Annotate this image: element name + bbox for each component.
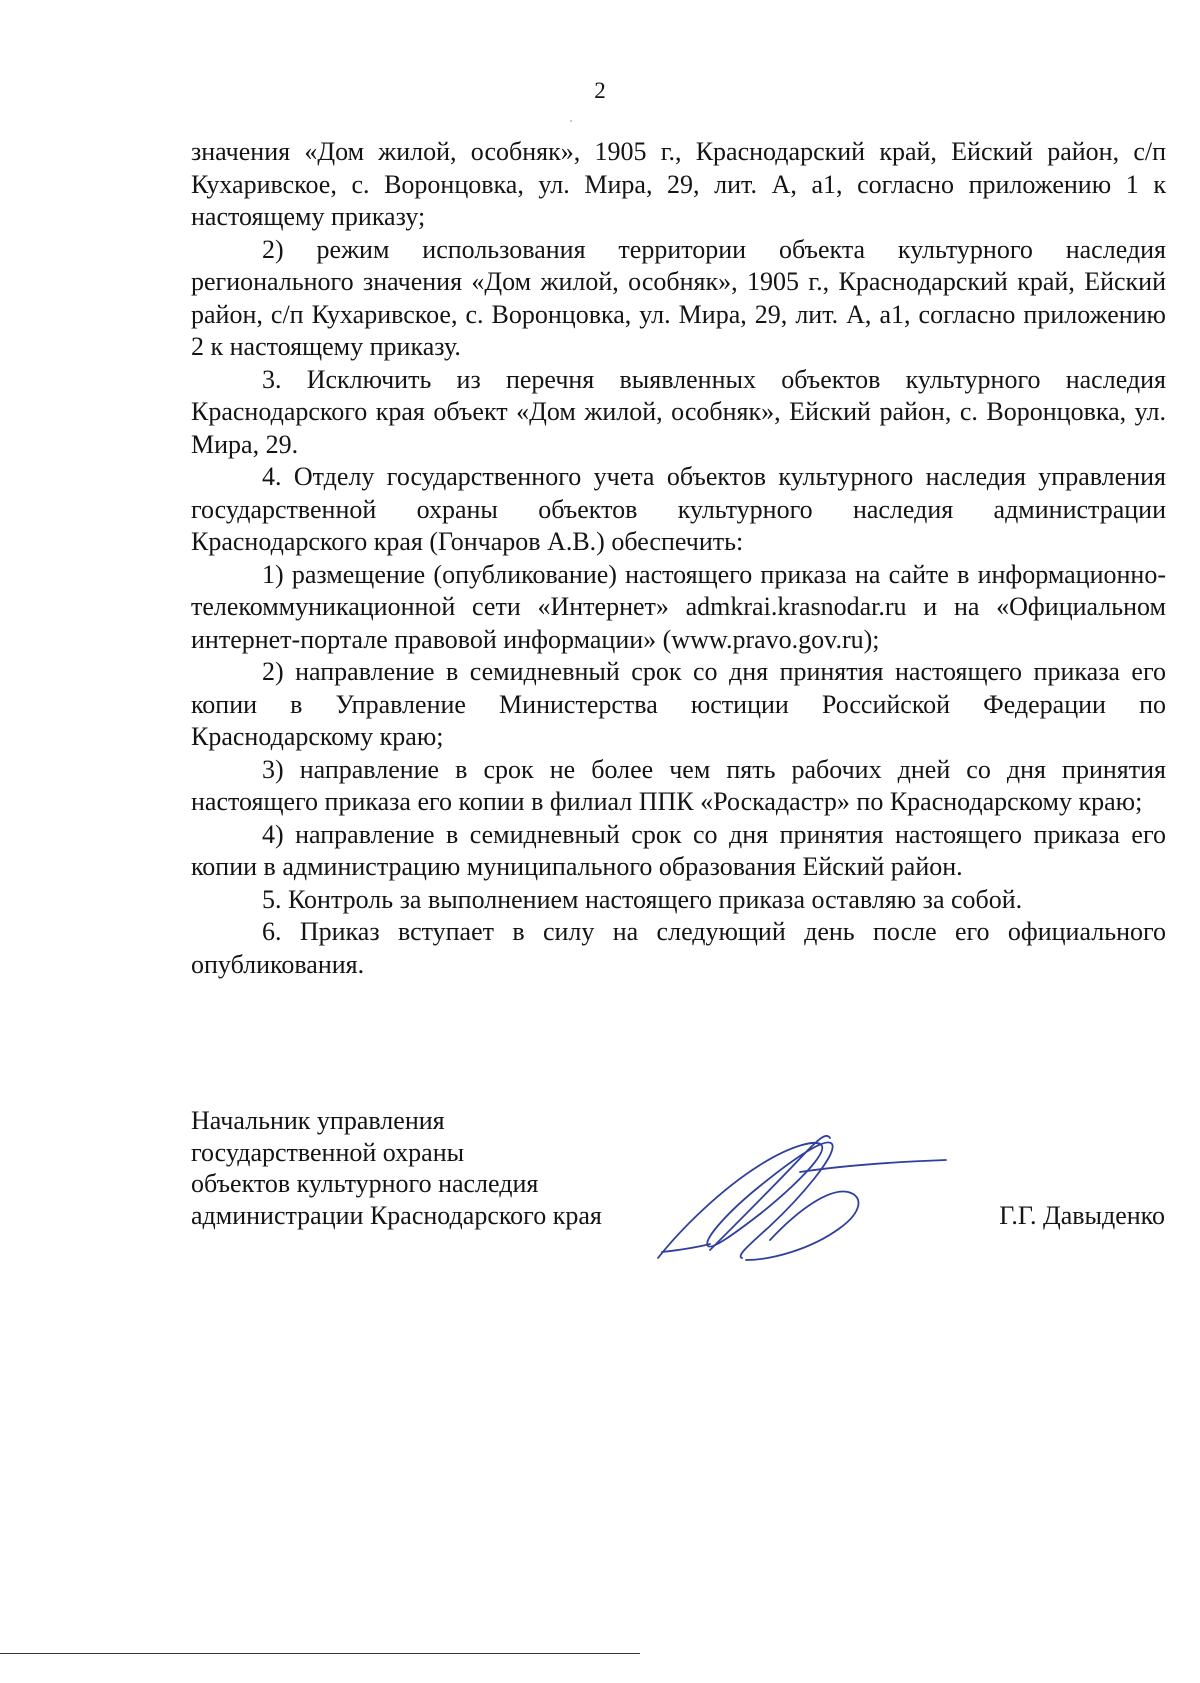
scan-speck [570, 120, 572, 122]
signatory-position-line: объектов культурного наследия [191, 1169, 539, 1198]
signatory-position-line: государственной охраны [191, 1137, 465, 1167]
paragraph-control: 5. Контроль за выполнением настоящего приказа оставляю за собой. [262, 884, 1023, 914]
paragraph-territory-regime: 2) режим использования территории объекта культурного наследия регионального значения «Дом жилой, особняк», 1905 г., Краснодарский край, Ейский район, с/п Кухаривское, с. Воронцовка, ул. Мира, 29, лит. А, а1, согласно приложению 2 к настоящему приказу. [191, 234, 1166, 361]
paragraph-entry-into-force: 6. Приказ вступает в силу на следующий день после его официального опубликования. [191, 917, 1166, 979]
paragraph-continuation: значения «Дом жилой, особняк», 1905 г., Краснодарский край, Ейский район, с/п Кухаривское, с. Воронцовка, ул. Мира, 29, лит. А, а1, согласно приложению 1 к настоящему приказу; [191, 137, 1166, 231]
handwritten-signature [650, 1110, 950, 1270]
signer-name: Г.Г. Давыденко [999, 1201, 1165, 1230]
paragraph-roskadastr: 3) направление в срок не более чем пять рабочих дней со дня принятия настоящего приказа его копии в филиал ППК «Роскадастр» по Краснодарскому краю; [191, 754, 1166, 816]
scan-bottom-line [0, 1653, 640, 1654]
paragraph-ministry-justice: 2) направление в семидневный срок со дня принятия настоящего приказа его копии в Управление Министерства юстиции Российской Федерации по Краснодарскому краю; [191, 657, 1166, 751]
signatory-position-line: Начальник управления [191, 1106, 445, 1135]
page-number: 2 [594, 78, 606, 103]
paragraph-municipal-administration: 4) направление в семидневный срок со дня принятия настоящего приказа его копии в администрацию муниципального образования Ейский район. [191, 819, 1166, 881]
signatory-position-line: администрации Краснодарского края [191, 1200, 602, 1230]
signatory-position [191, 1105, 602, 1231]
paragraph-department-duties: 4. Отделу государственного учета объектов культурного наследия управления государственной охраны объектов культурного наследия администрации Краснодарского края (Гончаров А.В.) обеспечить: [191, 462, 1166, 556]
order-body [191, 136, 1166, 981]
paragraph-publication: 1) размещение (опубликование) настоящего приказа на сайте в информационно-телекоммуникационной сети «Интернет» admkrai.krasnodar.ru и на «Официальном интернет-портале правовой информации» (www.pravo.gov.ru); [191, 559, 1166, 654]
paragraph-exclusion: 3. Исключить из перечня выявленных объектов культурного наследия Краснодарского края объект «Дом жилой, особняк», Ейский район, с. Воронцовка, ул. Мира, 29. [191, 364, 1166, 459]
